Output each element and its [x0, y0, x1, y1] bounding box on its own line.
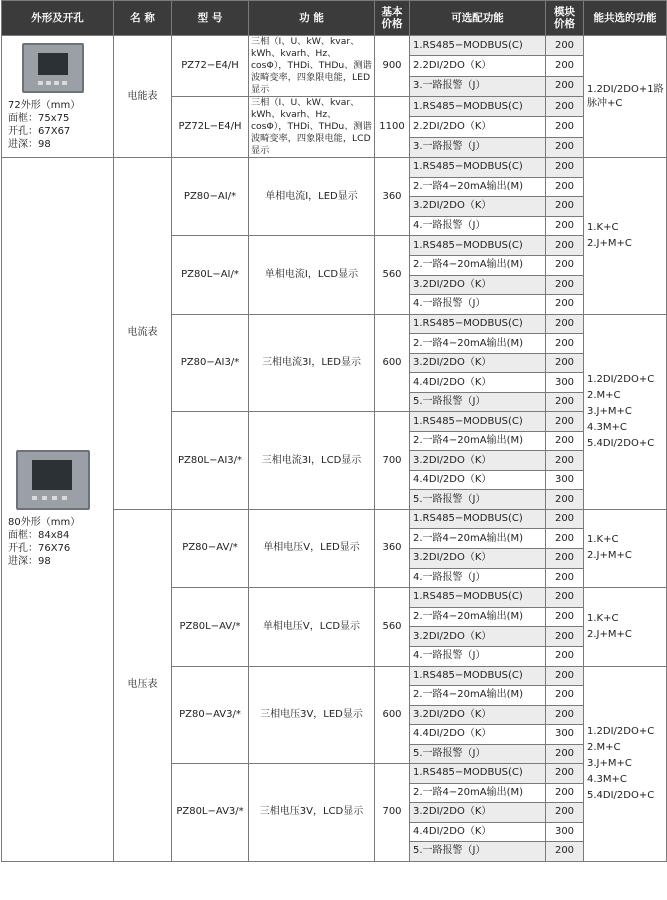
- option-cell: 2.2DI/2DO（K）: [410, 117, 546, 137]
- module-price-cell: 200: [546, 568, 584, 588]
- option-cell: 5.一路报警（J）: [410, 490, 546, 510]
- option-cell: 1.RS485−MODBUS(C): [410, 97, 546, 117]
- header-shared: 能共选的功能: [584, 1, 667, 36]
- shared-functions-three: [584, 314, 667, 509]
- module-price-cell: 300: [546, 470, 584, 490]
- model-cell: PZ80−AV3/*: [172, 666, 249, 764]
- model-cell: PZ72−E4/H: [172, 36, 249, 97]
- function-cell: 单相电压V，LCD显示: [249, 588, 375, 666]
- module-price-cell: 200: [546, 509, 584, 529]
- module-price-cell: 200: [546, 158, 584, 178]
- option-cell: 3.2DI/2DO（K）: [410, 275, 546, 295]
- module-price-cell: 200: [546, 588, 584, 608]
- shared-item: 1.K+C: [587, 612, 619, 624]
- module-price-cell: 200: [546, 295, 584, 315]
- meter-image-icon: [16, 450, 90, 510]
- module-price-cell: 200: [546, 275, 584, 295]
- module-price-cell: 200: [546, 353, 584, 373]
- option-cell: 4.4DI/2DO（K）: [410, 725, 546, 745]
- option-cell: 4.一路报警（J）: [410, 568, 546, 588]
- option-cell: 4.4DI/2DO（K）: [410, 470, 546, 490]
- module-price-cell: 200: [546, 117, 584, 137]
- option-cell: 4.4DI/2DO（K）: [410, 822, 546, 842]
- shape-cutout: 开孔：76X76: [8, 543, 71, 555]
- module-price-cell: 300: [546, 373, 584, 393]
- shared-item: 脉冲+C: [587, 97, 623, 109]
- module-price-cell: 200: [546, 76, 584, 96]
- shared-item: 2.J+M+C: [587, 237, 632, 249]
- model-cell: PZ80−AV/*: [172, 509, 249, 587]
- category-voltage: 电压表: [114, 509, 172, 861]
- option-cell: 2.一路4−20mA输出(M): [410, 686, 546, 706]
- option-cell: 2.一路4−20mA输出(M): [410, 783, 546, 803]
- module-price-cell: 200: [546, 97, 584, 117]
- shared-functions-three: [584, 666, 667, 861]
- shared-item: 3.J+M+C: [587, 405, 632, 417]
- base-price-cell: 560: [375, 588, 410, 666]
- base-price-cell: 700: [375, 412, 410, 510]
- module-price-cell: 200: [546, 314, 584, 334]
- option-cell: 1.RS485−MODBUS(C): [410, 764, 546, 784]
- option-cell: 5.一路报警（J）: [410, 842, 546, 862]
- module-price-cell: 200: [546, 36, 584, 56]
- option-cell: 5.一路报警（J）: [410, 744, 546, 764]
- model-cell: PZ80L−AV3/*: [172, 764, 249, 862]
- shared-item: 2.J+M+C: [587, 550, 632, 562]
- module-price-cell: 200: [546, 842, 584, 862]
- shape-cell-s80: [2, 158, 114, 862]
- model-cell: PZ80−AI3/*: [172, 314, 249, 412]
- option-cell: 1.RS485−MODBUS(C): [410, 588, 546, 608]
- option-cell: 3.2DI/2DO（K）: [410, 353, 546, 373]
- category-energy: 电能表: [114, 36, 172, 158]
- model-cell: PZ80−AI/*: [172, 158, 249, 236]
- meter-image-icon: [22, 43, 84, 93]
- base-price-cell: 1100: [375, 97, 410, 158]
- module-price-cell: 200: [546, 197, 584, 217]
- option-cell: 4.一路报警（J）: [410, 216, 546, 236]
- shared-item: 4.3M+C: [587, 421, 627, 433]
- model-cell: PZ80L−AI/*: [172, 236, 249, 314]
- module-price-cell: 200: [546, 764, 584, 784]
- module-price-cell: 200: [546, 529, 584, 549]
- function-cell: 三相电压3V，LCD显示: [249, 764, 375, 862]
- shape-cell-s72: [2, 36, 114, 158]
- model-cell: PZ72L−E4/H: [172, 97, 249, 158]
- module-price-cell: 200: [546, 451, 584, 471]
- option-cell: 2.一路4−20mA输出(M): [410, 334, 546, 354]
- model-cell: PZ80L−AV/*: [172, 588, 249, 666]
- shape-depth: 进深：98: [8, 138, 51, 150]
- module-price-cell: 300: [546, 725, 584, 745]
- shared-item: 1.2DI/2DO+1路: [587, 83, 664, 95]
- shared-item: 1.2DI/2DO+C: [587, 373, 655, 385]
- price-table: [1, 0, 667, 862]
- option-cell: 3.2DI/2DO（K）: [410, 451, 546, 471]
- option-cell: 1.RS485−MODBUS(C): [410, 236, 546, 256]
- base-price-cell: 360: [375, 158, 410, 236]
- function-cell: 单相电流I，LED显示: [249, 158, 375, 236]
- option-cell: 1.RS485−MODBUS(C): [410, 666, 546, 686]
- base-price-cell: 560: [375, 236, 410, 314]
- option-cell: 1.RS485−MODBUS(C): [410, 314, 546, 334]
- category-current: 电流表: [114, 158, 172, 510]
- module-price-cell: 200: [546, 666, 584, 686]
- header-shape: 外形及开孔: [2, 1, 114, 36]
- shape-title: 72外形（mm）: [8, 99, 81, 111]
- shared-functions-energy: [584, 36, 667, 158]
- shared-item: 1.2DI/2DO+C: [587, 725, 655, 737]
- function-cell: 三相电流3I，LED显示: [249, 314, 375, 412]
- module-price-cell: 200: [546, 607, 584, 627]
- shared-functions-single: [584, 158, 667, 315]
- module-price-cell: 200: [546, 705, 584, 725]
- option-cell: 4.一路报警（J）: [410, 646, 546, 666]
- shared-item: 1.K+C: [587, 534, 619, 546]
- header-row: [2, 1, 667, 36]
- module-price-cell: 200: [546, 627, 584, 647]
- header-function: 功 能: [249, 1, 375, 36]
- shape-title: 80外形（mm）: [8, 517, 81, 529]
- header-options: 可选配功能: [410, 1, 546, 36]
- shared-item: 2.M+C: [587, 389, 621, 401]
- shape-cutout: 开孔：67X67: [8, 125, 71, 137]
- header-module-price: 模块 价格: [546, 1, 584, 36]
- option-cell: 3.2DI/2DO（K）: [410, 803, 546, 823]
- shape-frame: 面框：84x84: [8, 530, 70, 542]
- option-cell: 3.2DI/2DO（K）: [410, 627, 546, 647]
- option-cell: 4.一路报警（J）: [410, 295, 546, 315]
- header-name: 名 称: [114, 1, 172, 36]
- base-price-cell: 600: [375, 666, 410, 764]
- module-price-cell: 200: [546, 686, 584, 706]
- shape-frame: 面框：75x75: [8, 112, 70, 124]
- module-price-cell: 200: [546, 548, 584, 568]
- module-price-cell: 200: [546, 490, 584, 510]
- shared-functions-single: [584, 509, 667, 587]
- option-cell: 3.2DI/2DO（K）: [410, 197, 546, 217]
- module-price-cell: 200: [546, 431, 584, 451]
- table-row: [2, 36, 667, 56]
- header-model: 型 号: [172, 1, 249, 36]
- module-price-cell: 200: [546, 783, 584, 803]
- option-cell: 1.RS485−MODBUS(C): [410, 36, 546, 56]
- module-price-cell: 200: [546, 392, 584, 412]
- option-cell: 2.一路4−20mA输出(M): [410, 177, 546, 197]
- option-cell: 3.2DI/2DO（K）: [410, 548, 546, 568]
- base-price-cell: 900: [375, 36, 410, 97]
- shared-item: 5.4DI/2DO+C: [587, 789, 655, 801]
- shared-item: 5.4DI/2DO+C: [587, 437, 655, 449]
- option-cell: 4.4DI/2DO（K）: [410, 373, 546, 393]
- shared-item: 2.J+M+C: [587, 628, 632, 640]
- function-cell: 三相（I、U、kW、kvar、kWh、kvarh、Hz、cosΦ），THDi、THDu、测谐波畸变率，四象限电能，LED显示: [249, 36, 375, 97]
- module-price-cell: 200: [546, 334, 584, 354]
- function-cell: 三相电流3I，LCD显示: [249, 412, 375, 510]
- shared-item: 2.M+C: [587, 741, 621, 753]
- module-price-cell: 300: [546, 822, 584, 842]
- option-cell: 3.一路报警（J）: [410, 76, 546, 96]
- module-price-cell: 200: [546, 744, 584, 764]
- function-cell: 单相电流I，LCD显示: [249, 236, 375, 314]
- module-price-cell: 200: [546, 646, 584, 666]
- module-price-cell: 200: [546, 803, 584, 823]
- shared-item: 1.K+C: [587, 221, 619, 233]
- base-price-cell: 360: [375, 509, 410, 587]
- option-cell: 1.RS485−MODBUS(C): [410, 509, 546, 529]
- option-cell: 1.RS485−MODBUS(C): [410, 158, 546, 178]
- function-cell: 三相（I、U、kW、kvar、kWh、kvarh、Hz、cosΦ），THDi、THDu、测谐波畸变率，四象限电能，LCD显示: [249, 97, 375, 158]
- module-price-cell: 200: [546, 255, 584, 275]
- option-cell: 1.RS485−MODBUS(C): [410, 412, 546, 432]
- option-cell: 3.一路报警（J）: [410, 137, 546, 157]
- base-price-cell: 600: [375, 314, 410, 412]
- option-cell: 2.一路4−20mA输出(M): [410, 607, 546, 627]
- function-cell: 三相电压3V，LED显示: [249, 666, 375, 764]
- option-cell: 3.2DI/2DO（K）: [410, 705, 546, 725]
- base-price-cell: 700: [375, 764, 410, 862]
- option-cell: 2.一路4−20mA输出(M): [410, 431, 546, 451]
- shared-item: 3.J+M+C: [587, 757, 632, 769]
- module-price-cell: 200: [546, 216, 584, 236]
- module-price-cell: 200: [546, 412, 584, 432]
- model-cell: PZ80L−AI3/*: [172, 412, 249, 510]
- module-price-cell: 200: [546, 56, 584, 76]
- option-cell: 2.一路4−20mA输出(M): [410, 255, 546, 275]
- option-cell: 2.一路4−20mA输出(M): [410, 529, 546, 549]
- option-cell: 2.2DI/2DO（K）: [410, 56, 546, 76]
- shared-item: 4.3M+C: [587, 773, 627, 785]
- function-cell: 单相电压V，LED显示: [249, 509, 375, 587]
- option-cell: 5.一路报警（J）: [410, 392, 546, 412]
- table-row: [2, 158, 667, 178]
- module-price-cell: 200: [546, 137, 584, 157]
- shape-depth: 进深：98: [8, 556, 51, 568]
- shared-functions-single: [584, 588, 667, 666]
- header-base-price: 基本 价格: [375, 1, 410, 36]
- module-price-cell: 200: [546, 236, 584, 256]
- module-price-cell: 200: [546, 177, 584, 197]
